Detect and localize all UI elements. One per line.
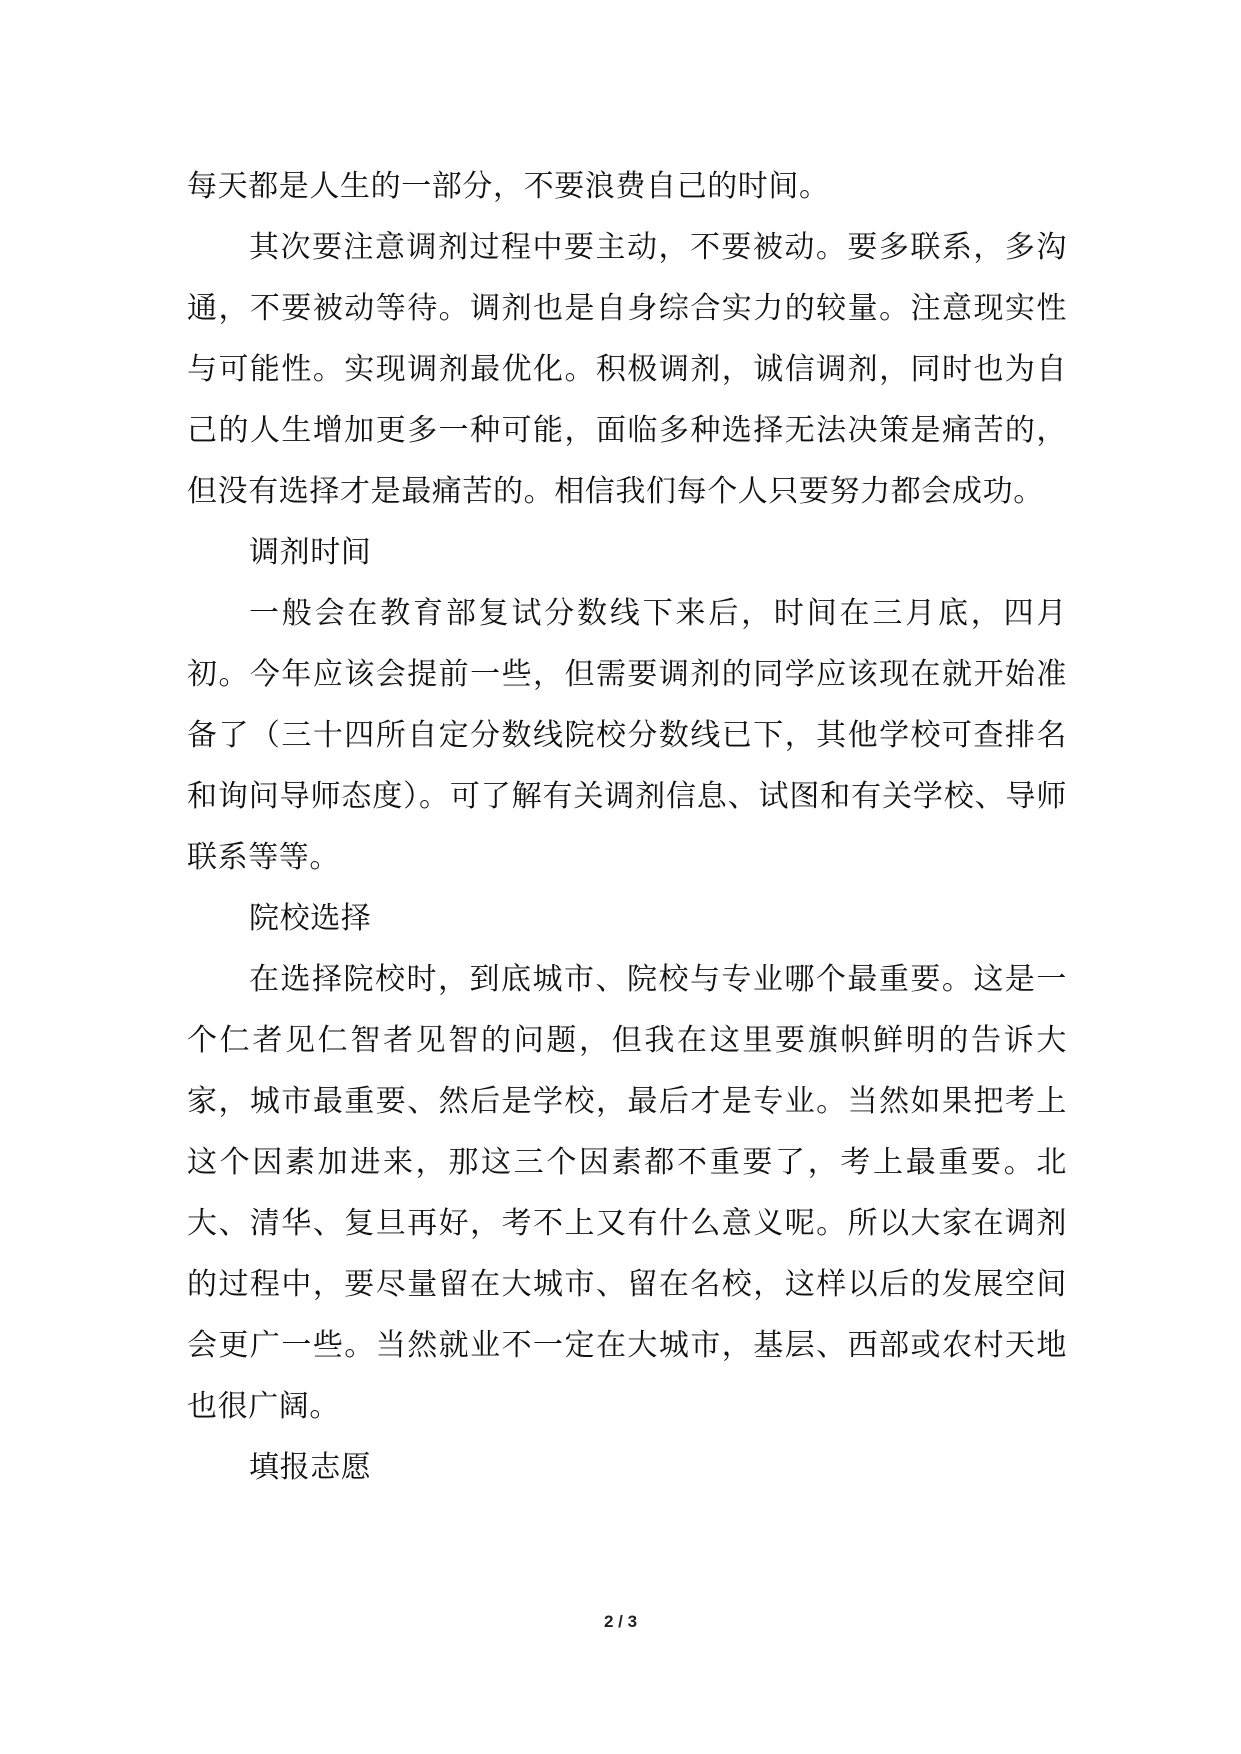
section-heading-tianbao-zhiyuan: 填报志愿	[249, 1450, 372, 1485]
paragraph-4: 在选择院校时，到底城市、院校与专业哪个最重要。这是一个仁者见仁智者见智的问题，但我在这里要旗帜鲜明的告诉大家，城市最重要、然后是学校，最后才是专业。当然如果把考上这个因素加进来，那这三个因素都不重要了，考上最重要。北大、清华、复旦再好，考不上又有什么意义呢。所以大家在调剂的过程中，要尽量留在大城市、留在名校，这样以后的发展空间会更广一些。当然就业不一定在大城市，基层、西部或农村天地也很广阔。	[187, 962, 1067, 1424]
section-heading-yuanxiao-xuanze: 院校选择	[249, 901, 372, 936]
paragraph-2: 其次要注意调剂过程中要主动，不要被动。要多联系，多沟通，不要被动等待。调剂也是自身综合实力的较量。注意现实性与可能性。实现调剂最优化。积极调剂，诚信调剂，同时也为自己的人生增加更多一种可能，面临多种选择无法决策是痛苦的，但没有选择才是最痛苦的。相信我们每个人只要努力都会成功。	[187, 230, 1067, 509]
page-number: 2 / 3	[603, 1612, 638, 1631]
section-heading-tiaoji-shijian: 调剂时间	[249, 535, 372, 570]
document-body	[187, 156, 1067, 1498]
paragraph-1: 每天都是人生的一部分，不要浪费自己的时间。	[187, 169, 830, 204]
paragraph-3: 一般会在教育部复试分数线下来后，时间在三月底，四月初。今年应该会提前一些，但需要调剂的同学应该现在就开始准备了（三十四所自定分数线院校分数线已下，其他学校可查排名和询问导师态度）。可了解有关调剂信息、试图和有关学校、导师联系等等。	[187, 596, 1067, 875]
